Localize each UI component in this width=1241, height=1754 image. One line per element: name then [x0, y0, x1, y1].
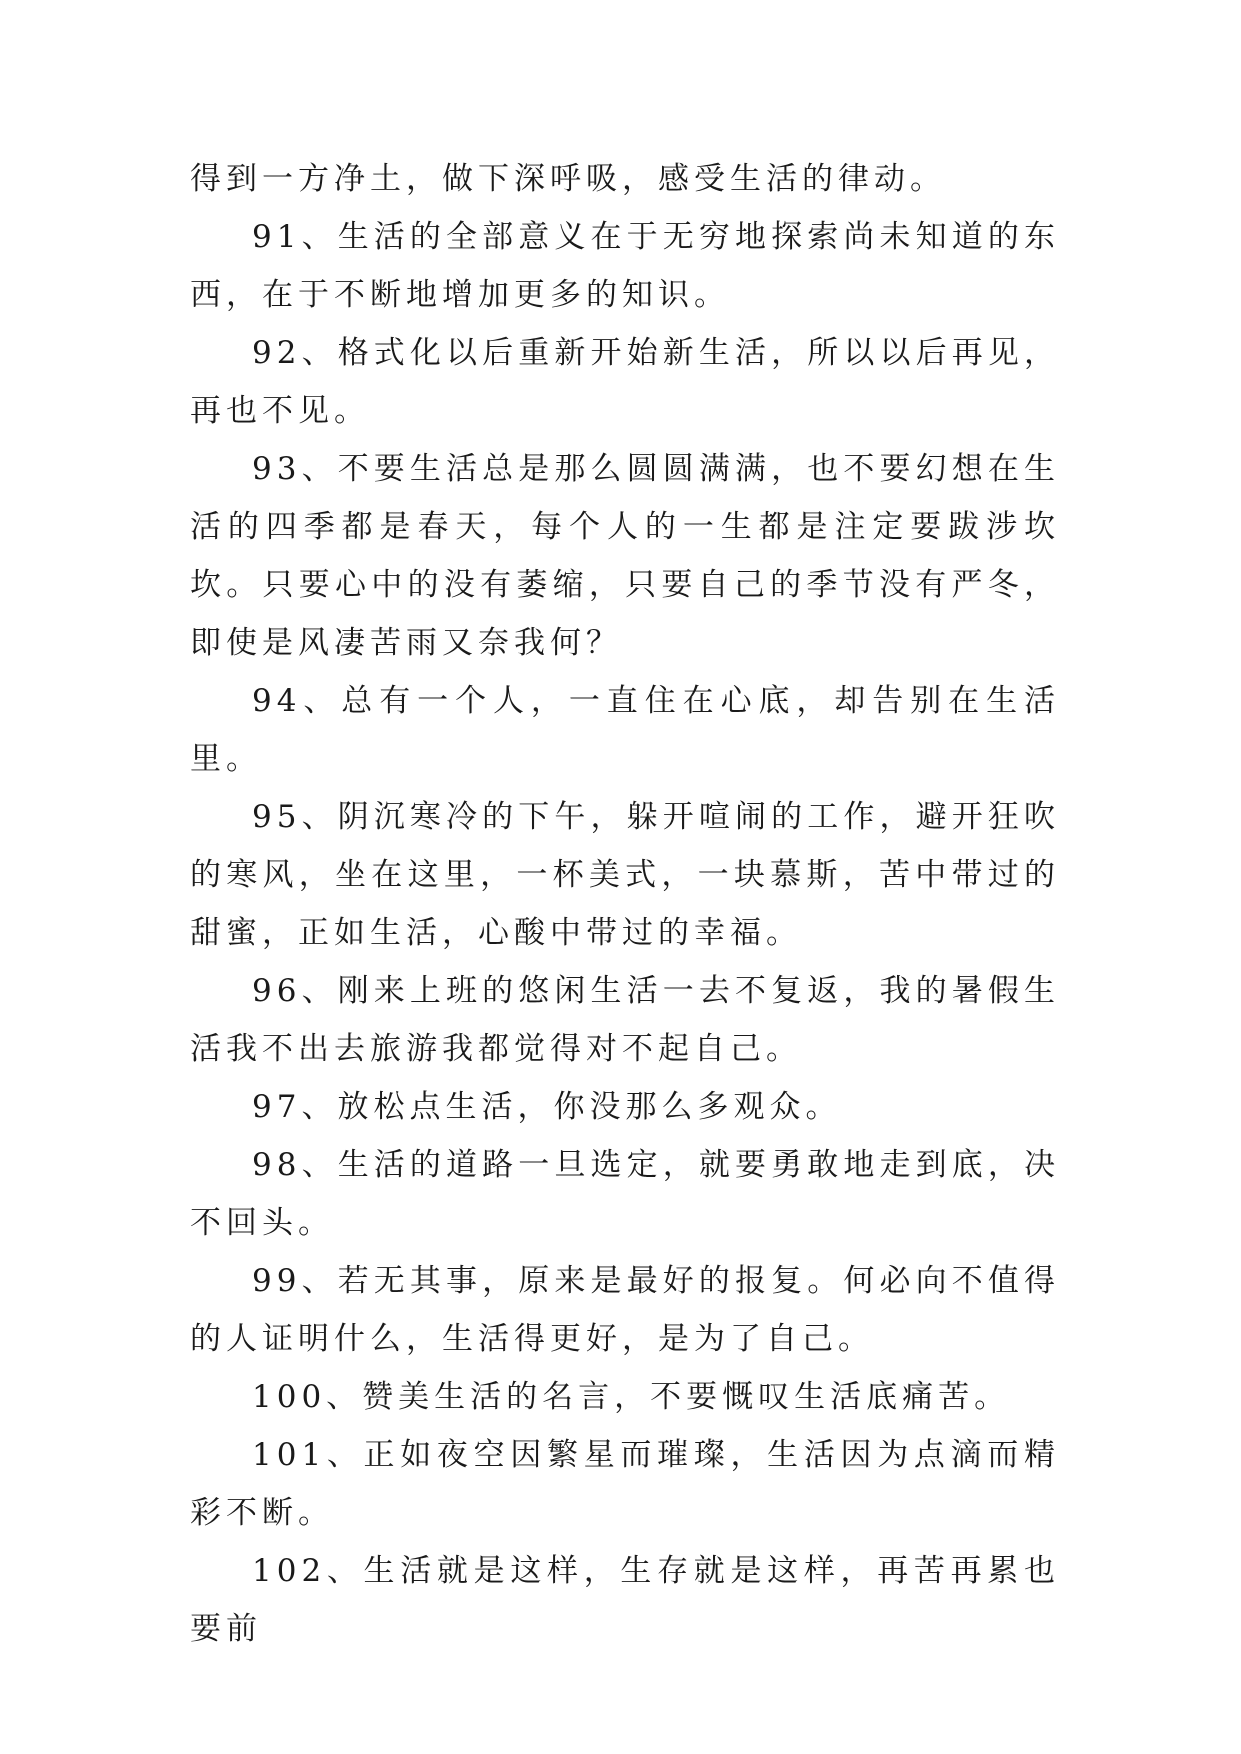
paragraph-97: 97、放松点生活，你没那么多观众。: [252, 1089, 842, 1125]
paragraph-91: 91、生活的全部意义在于无穷地探索尚未知道的东西，在于不断地增加更多的知识。: [190, 219, 1060, 313]
paragraph-continuation: 得到一方净土，做下深呼吸，感受生活的律动。: [190, 161, 946, 197]
paragraph-94: 94、总有一个人，一直住在心底，却告别在生活里。: [190, 683, 1060, 777]
paragraph-93: 93、不要生活总是那么圆圆满满，也不要幻想在生活的四季都是春天，每个人的一生都是注定要跋涉坎坎。只要心中的没有萎缩，只要自己的季节没有严冬，即使是风凄苦雨又奈我何？: [190, 451, 1060, 661]
paragraph-98: 98、生活的道路一旦选定，就要勇敢地走到底，决不回头。: [190, 1147, 1060, 1241]
paragraph-92: 92、格式化以后重新开始新生活，所以以后再见，再也不见。: [190, 335, 1060, 429]
paragraph-96: 96、刚来上班的悠闲生活一去不复返，我的暑假生活我不出去旅游我都觉得对不起自己。: [190, 973, 1060, 1067]
paragraph-95: 95、阴沉寒冷的下午，躲开喧闹的工作，避开狂吹的寒风，坐在这里，一杯美式，一块慕斯，苦中带过的甜蜜，正如生活，心酸中带过的幸福。: [190, 799, 1060, 951]
paragraph-99: 99、若无其事，原来是最好的报复。何必向不值得的人证明什么，生活得更好，是为了自己。: [190, 1263, 1060, 1357]
paragraph-102: 102、生活就是这样，生存就是这样，再苦再累也要前: [190, 1553, 1060, 1647]
document-page: [190, 150, 1060, 1658]
paragraph-101: 101、正如夜空因繁星而璀璨，生活因为点滴而精彩不断。: [190, 1437, 1060, 1531]
paragraph-100: 100、赞美生活的名言，不要慨叹生活底痛苦。: [252, 1379, 1011, 1415]
